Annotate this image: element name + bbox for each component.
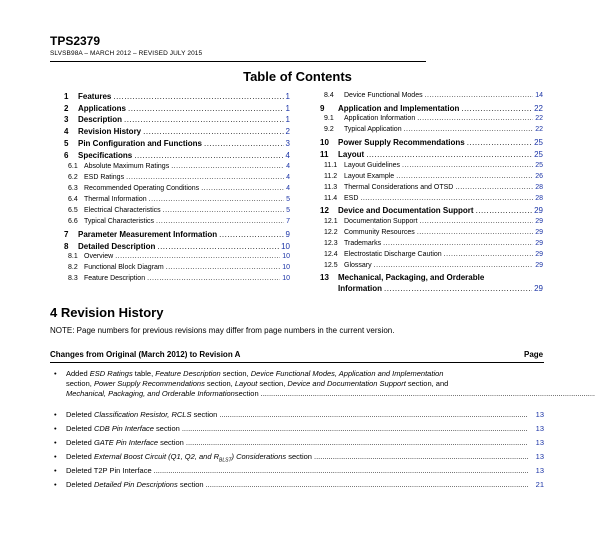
toc-entry-number: 8.3 <box>68 275 78 282</box>
toc-leader-dots <box>417 115 533 122</box>
toc-entry[interactable] <box>64 264 290 271</box>
toc-leader-dots <box>201 185 284 192</box>
change-page-link[interactable]: 21 <box>535 480 544 489</box>
toc-leader-dots <box>166 264 280 271</box>
toc-entry-page[interactable]: 29 <box>534 284 543 293</box>
toc-entry[interactable] <box>64 230 290 239</box>
toc-entry-label: Feature Description <box>84 275 146 282</box>
toc-entry-number: 11.1 <box>324 161 338 169</box>
toc-entry-page[interactable]: 22 <box>535 115 543 122</box>
changes-rule <box>50 362 544 363</box>
toc-entry[interactable] <box>320 150 543 159</box>
toc-entry-page[interactable]: 10 <box>282 253 290 260</box>
toc-entry[interactable] <box>320 173 543 180</box>
toc-entry-page[interactable]: 5 <box>286 207 290 214</box>
change-page-link[interactable]: 13 <box>535 466 544 475</box>
toc-entry-page[interactable]: 29 <box>535 228 543 236</box>
toc-entry-label: Electrical Characteristics <box>84 207 161 214</box>
toc-entry[interactable] <box>64 275 290 282</box>
toc-title: Table of Contents <box>243 69 352 84</box>
toc-entry-number: 8.2 <box>68 264 78 271</box>
toc-entry-page[interactable]: 29 <box>535 261 543 269</box>
toc-entry[interactable] <box>320 229 543 236</box>
toc-entry-label: Mechanical, Packaging, and Orderable <box>338 273 485 282</box>
toc-entry[interactable] <box>320 104 543 113</box>
toc-entry-label: Specifications <box>78 151 133 160</box>
toc-leader-dots <box>402 162 533 169</box>
change-item: • Deleted Classification Resistor, RCLS section ..... 13 <box>54 410 544 420</box>
changes-page-header: Page <box>524 350 544 359</box>
toc-entry-page[interactable]: 4 <box>286 163 290 170</box>
toc-leader-dots <box>134 151 283 160</box>
toc-entry-number: 5 <box>64 139 69 148</box>
toc-entry[interactable] <box>320 273 543 282</box>
toc-entry-label: Typical Application <box>344 126 402 133</box>
leader-dots <box>314 452 528 462</box>
toc-entry-number: 4 <box>64 127 69 136</box>
toc-entry-page[interactable]: 3 <box>285 139 290 148</box>
bullet-icon: • <box>54 410 57 419</box>
toc-entry-number: 12.1 <box>324 217 338 225</box>
toc-entry-label: Trademarks <box>344 239 382 247</box>
toc-entry-number: 12.3 <box>324 239 338 247</box>
toc-entry-label: Absolute Maximum Ratings <box>84 163 170 170</box>
toc-entry-page[interactable]: 28 <box>535 183 543 191</box>
toc-leader-dots <box>171 163 284 170</box>
toc-entry-label: Device Functional Modes <box>344 92 423 99</box>
leader-dots <box>206 480 528 490</box>
change-item: • Deleted GATE Pin Interface section ..... 13 <box>54 438 544 448</box>
toc-entry-number: 11 <box>320 150 329 159</box>
toc-entry[interactable] <box>320 262 543 269</box>
toc-entry-label: Information <box>338 284 382 293</box>
toc-entry-page[interactable]: 29 <box>535 217 543 225</box>
bullet-icon: • <box>54 466 57 475</box>
toc-entry-label: Application and Implementation <box>338 103 460 113</box>
toc-entry-page[interactable]: 2 <box>285 127 290 136</box>
change-page-link[interactable]: 13 <box>535 452 544 461</box>
revision-note: NOTE: Page numbers for previous revisions may differ from page numbers in the current version. <box>50 326 395 335</box>
toc-leader-dots <box>149 196 284 203</box>
toc-entry[interactable] <box>64 127 290 136</box>
toc-entry[interactable] <box>64 218 290 225</box>
change-item: • Deleted Detailed Pin Descriptions section ..... 21 <box>54 480 544 490</box>
toc-leader-dots <box>219 230 283 239</box>
toc-leader-dots <box>383 240 533 247</box>
toc-leader-dots <box>366 150 532 159</box>
toc-leader-dots <box>126 174 284 181</box>
toc-entry-page[interactable]: 7 <box>286 218 290 225</box>
toc-entry-label: Layout Guidelines <box>344 161 401 169</box>
toc-entry-page[interactable]: 1 <box>285 115 290 124</box>
toc-entry[interactable] <box>320 126 543 133</box>
toc-entry-number: 11.3 <box>324 183 338 191</box>
toc-entry-number: 6.6 <box>68 218 78 225</box>
section-title-revision-history: 4 Revision History <box>50 305 164 320</box>
toc-entry[interactable] <box>64 92 290 101</box>
toc-entry-label: Layout Example <box>344 172 395 180</box>
toc-entry-page[interactable]: 4 <box>286 174 290 181</box>
toc-entry-page[interactable]: 4 <box>285 151 290 160</box>
toc-entry-number: 6.1 <box>68 163 78 170</box>
toc-entry[interactable] <box>320 240 543 247</box>
toc-left-column <box>64 92 290 292</box>
toc-entry-number: 2 <box>64 103 69 113</box>
toc-entry-number: 10 <box>320 138 329 147</box>
toc-entry-number: 13 <box>320 273 329 282</box>
toc-entry-number: 8.4 <box>324 92 334 99</box>
toc-leader-dots <box>204 139 284 148</box>
toc-leader-dots <box>113 92 283 101</box>
toc-entry-label: Electrostatic Discharge Caution <box>344 250 442 258</box>
toc-entry[interactable] <box>64 207 290 214</box>
toc-entry-label: Parameter Measurement Information <box>78 229 218 239</box>
toc-entry-page[interactable]: 25 <box>534 138 543 147</box>
toc-entry-number: 6.2 <box>68 174 78 181</box>
toc-entry-number: 8.1 <box>68 253 78 260</box>
toc-entry-label: Application Information <box>344 115 416 122</box>
bullet-icon: • <box>54 480 57 489</box>
toc-entry-page[interactable]: 26 <box>535 172 543 180</box>
toc-entry[interactable] <box>320 92 543 99</box>
toc-entry-label: Overview <box>84 253 114 260</box>
changes-header: Changes from Original (March 2012) to Revision A <box>50 350 241 359</box>
toc-entry-number: 12 <box>320 206 329 215</box>
toc-entry-page[interactable]: 25 <box>535 161 543 169</box>
leader-dots <box>182 424 528 434</box>
toc-entry-page[interactable]: 4 <box>286 185 290 192</box>
toc-entry[interactable] <box>64 163 290 170</box>
toc-leader-dots <box>163 207 284 214</box>
toc-entry-page[interactable]: 29 <box>535 250 543 258</box>
toc-entry-label: Description <box>78 115 123 124</box>
toc-entry-page[interactable]: 25 <box>534 150 543 159</box>
toc-leader-dots <box>425 92 534 99</box>
toc-entry-label: Layout <box>338 150 365 159</box>
toc-leader-dots <box>360 195 533 202</box>
toc-entry-page[interactable]: 5 <box>286 196 290 203</box>
change-page-link[interactable]: 13 <box>535 438 544 447</box>
bullet-icon: • <box>54 424 57 433</box>
document-id: TPS2379 <box>50 34 101 48</box>
toc-entry-label: Community Resources <box>344 228 415 236</box>
toc-entry-number: 6.3 <box>68 185 78 192</box>
toc-entry-page[interactable]: 10 <box>282 264 290 271</box>
toc-entry[interactable] <box>64 139 290 148</box>
toc-entry[interactable] <box>64 196 290 203</box>
document-revision-line: SLVSB98A – MARCH 2012 – REVISED JULY 2015 <box>50 50 203 57</box>
toc-leader-dots <box>417 229 533 236</box>
toc-entry-number: 9 <box>320 103 325 113</box>
toc-entry-label: Device and Documentation Support <box>338 206 474 215</box>
toc-entry-page[interactable]: 22 <box>534 103 543 113</box>
toc-entry-page[interactable]: 10 <box>282 275 290 282</box>
change-page-link[interactable]: 13 <box>535 424 544 433</box>
toc-entry[interactable] <box>320 162 543 169</box>
leader-dots <box>219 410 528 420</box>
toc-entry[interactable] <box>320 184 543 191</box>
toc-entry-label: ESD <box>344 194 359 202</box>
bullet-icon: • <box>54 369 57 378</box>
toc-leader-dots <box>384 284 532 293</box>
toc-leader-dots <box>124 115 284 124</box>
toc-entry-page[interactable]: 10 <box>281 241 290 251</box>
bullet-icon: • <box>54 438 57 447</box>
toc-leader-dots <box>156 218 284 225</box>
toc-entry-label: Pin Configuration and Functions <box>78 139 202 148</box>
toc-entry[interactable] <box>320 206 543 215</box>
toc-leader-dots <box>374 262 534 269</box>
toc-entry-number: 12.4 <box>324 250 338 258</box>
toc-leader-dots <box>476 206 533 215</box>
toc-entry[interactable] <box>64 174 290 181</box>
toc-leader-dots <box>143 127 283 136</box>
toc-entry[interactable] <box>320 195 543 202</box>
toc-leader-dots <box>455 184 533 191</box>
toc-entry-label: Thermal Considerations and OTSD <box>344 183 454 191</box>
leader-dots <box>186 438 528 448</box>
toc-entry[interactable] <box>64 115 290 124</box>
toc-entry[interactable] <box>64 151 290 160</box>
toc-entry-page[interactable]: 22 <box>535 126 543 133</box>
toc-entry[interactable] <box>64 185 290 192</box>
leader-dots <box>154 466 528 476</box>
toc-entry-page[interactable]: 9 <box>285 229 290 239</box>
toc-entry[interactable] <box>64 242 290 251</box>
toc-entry[interactable] <box>64 253 290 260</box>
header-rule <box>50 61 426 62</box>
toc-entry-label: Glossary <box>344 261 372 269</box>
toc-entry-number: 6.4 <box>68 196 78 203</box>
toc-entry-page[interactable]: 1 <box>285 103 290 113</box>
toc-entry-number: 11.4 <box>324 194 338 202</box>
toc-leader-dots <box>420 218 534 225</box>
toc-entry-label: Applications <box>78 103 127 113</box>
change-item: • Deleted T2P Pin Interface ..... 13 <box>54 466 544 476</box>
change-page-link[interactable]: 13 <box>535 410 544 419</box>
toc-entry-number: 12.2 <box>324 228 338 236</box>
toc-leader-dots <box>147 275 280 282</box>
toc-leader-dots <box>157 242 279 251</box>
toc-entry[interactable] <box>64 104 290 113</box>
toc-entry-page[interactable]: 28 <box>535 194 543 202</box>
toc-entry-number: 8 <box>64 241 69 251</box>
toc-entry-page[interactable]: 1 <box>285 92 290 101</box>
toc-entry-number: 3 <box>64 115 69 124</box>
toc-entry-continued[interactable] <box>320 284 543 293</box>
toc-leader-dots <box>461 104 532 113</box>
toc-entry-page[interactable]: 14 <box>535 92 543 99</box>
toc-entry-label: Documentation Support <box>344 217 418 225</box>
toc-entry-page[interactable]: 29 <box>534 206 543 215</box>
toc-entry-label: Detailed Description <box>78 241 156 251</box>
toc-entry[interactable] <box>320 138 543 147</box>
toc-entry[interactable] <box>320 218 543 225</box>
toc-entry-label: ESD Ratings <box>84 174 125 181</box>
change-item: • Deleted External Boost Circuit (Q1, Q2, and $R_{BLST}$) Considerations section ..... 13 <box>54 452 544 466</box>
toc-entry-page[interactable]: 29 <box>535 239 543 247</box>
toc-leader-dots <box>128 104 284 113</box>
toc-entry-label: Features <box>78 92 112 101</box>
toc-leader-dots <box>115 253 280 260</box>
toc-entry-number: 7 <box>64 229 69 239</box>
toc-entry-number: 6.5 <box>68 207 78 214</box>
toc-leader-dots <box>396 173 533 180</box>
toc-entry-number: 1 <box>64 92 69 101</box>
toc-entry-number: 11.2 <box>324 172 338 180</box>
change-item: • Added ESD Ratings table, Feature Description section, Device Functional Modes, Application and Implementation section, Power Supply Recommendations section, Layout section, Device and Documentation Support section, and Mechanical, Packaging, and Orderable Information section ..... <box>54 369 544 399</box>
toc-leader-dots <box>404 126 534 133</box>
toc-entry-label: Power Supply Recommendations <box>338 138 465 147</box>
toc-entry-number: 9.1 <box>324 115 334 122</box>
toc-entry-label: Recommended Operating Conditions <box>84 185 200 192</box>
toc-leader-dots <box>444 251 534 258</box>
toc-entry-label: Functional Block Diagram <box>84 264 164 271</box>
toc-entry-label: Thermal Information <box>84 196 147 203</box>
toc-entry[interactable] <box>320 251 543 258</box>
toc-entry-number: 6 <box>64 151 69 160</box>
toc-entry-label: Typical Characteristics <box>84 218 155 225</box>
toc-entry-label: Revision History <box>78 127 142 136</box>
toc-entry-number: 12.5 <box>324 261 338 269</box>
toc-right-column <box>320 92 543 292</box>
bullet-icon: • <box>54 452 57 461</box>
toc-leader-dots <box>467 138 532 147</box>
changes-list <box>54 369 544 489</box>
change-item: • Deleted CDB Pin Interface section ..... 13 <box>54 424 544 434</box>
toc-entry[interactable] <box>320 115 543 122</box>
toc-entry-number: 9.2 <box>324 126 334 133</box>
